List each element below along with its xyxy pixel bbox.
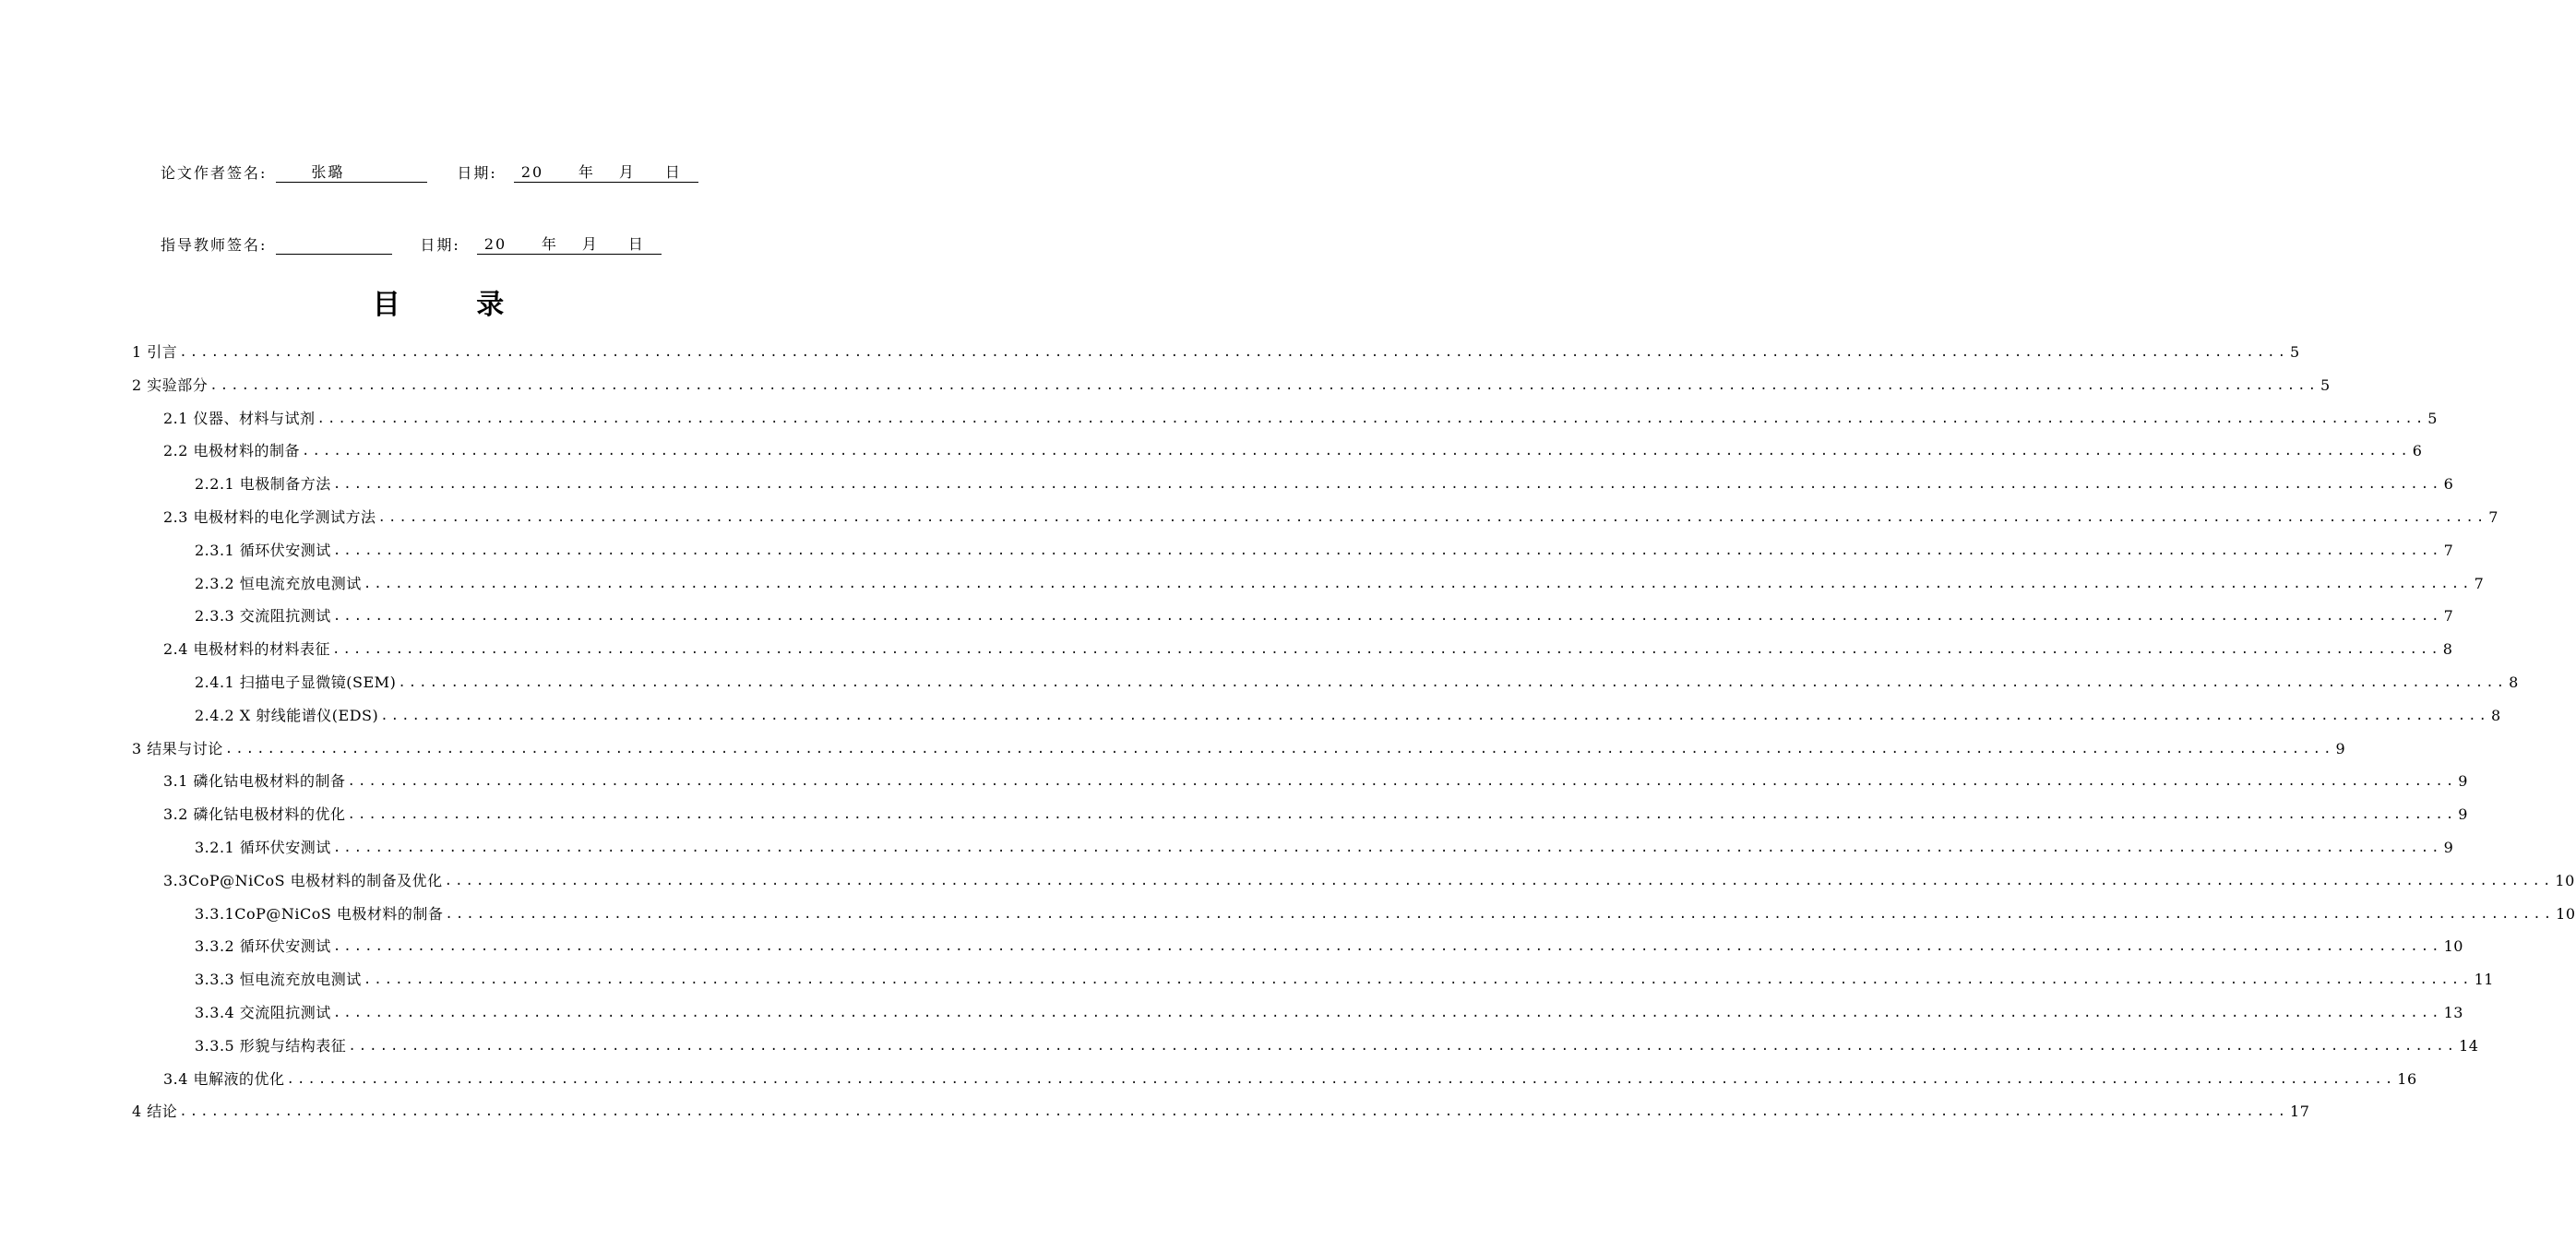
advisor-date-year-char: 年 — [541, 235, 558, 253]
toc-entry-title: 2.4.2 X 射线能谱仪(EDS) — [195, 706, 379, 724]
toc-entry-page: 7 — [2443, 541, 2454, 559]
toc-entry-page: 13 — [2443, 1004, 2463, 1021]
toc-title: 目 录 — [372, 289, 538, 321]
toc-entry[interactable] — [195, 831, 2454, 864]
toc-leader-dots: ........................................................................................................................................................................................................ — [363, 972, 2473, 988]
toc-entry-page: 10 — [2443, 937, 2463, 956]
toc-entry-page: 5 — [2290, 343, 2300, 361]
toc-entry-page: 8 — [2490, 706, 2501, 724]
toc-entry-title: 2.2 电极材料的制备 — [163, 442, 301, 460]
toc-entry-title: 2.3.3 交流阻抗测试 — [195, 607, 331, 626]
toc-leader-dots: ........................................................................................................................................................................................................ — [444, 873, 2554, 888]
toc-entry[interactable] — [163, 864, 2575, 898]
toc-entry-page: 8 — [2442, 640, 2453, 659]
toc-leader-dots: ........................................................................................................................................................................................................ — [377, 510, 2487, 525]
toc-leader-dots: ........................................................................................................................................................................................................ — [332, 1006, 2442, 1020]
toc-entry[interactable] — [195, 699, 2501, 733]
toc-entry-title: 2.2.1 电极制备方法 — [195, 475, 331, 494]
toc-leader-dots: ........................................................................................................................................................................................................ — [363, 576, 2473, 591]
toc-entry-page: 5 — [2320, 376, 2331, 394]
advisor-date-field[interactable] — [477, 234, 662, 255]
toc-entry[interactable] — [195, 567, 2485, 601]
toc-entry[interactable] — [132, 733, 2346, 766]
toc-leader-dots: ........................................................................................................................................................................................................ — [347, 807, 2457, 823]
toc-entry[interactable] — [195, 996, 2463, 1030]
toc-entry[interactable] — [195, 898, 2576, 931]
advisor-signature-row — [161, 231, 662, 255]
toc-entry[interactable] — [163, 501, 2498, 534]
toc-leader-dots: ........................................................................................................................................................................................................ — [398, 675, 2508, 690]
toc-leader-dots: ........................................................................................................................................................................................................ — [316, 411, 2427, 426]
toc-entry-page: 7 — [2488, 508, 2498, 526]
toc-leader-dots: ........................................................................................................................................................................................................ — [179, 345, 2289, 360]
toc-entry-page: 9 — [2458, 805, 2468, 824]
toc-entry[interactable] — [163, 798, 2468, 831]
toc-entry-title: 2.3.1 循环伏安测试 — [195, 541, 331, 559]
toc-entry-title: 3 结果与讨论 — [132, 739, 223, 757]
toc-entry-page: 5 — [2427, 409, 2438, 427]
toc-leader-dots: ........................................................................................................................................................................................................ — [224, 741, 2334, 757]
toc-entry-page: 7 — [2443, 607, 2454, 626]
toc-entry-title: 3.3.4 交流阻抗测试 — [195, 1004, 331, 1021]
toc-leader-dots: ........................................................................................................................................................................................................ — [380, 708, 2489, 723]
toc-leader-dots: ........................................................................................................................................................................................................ — [445, 906, 2555, 922]
author-date-year-char: 年 — [578, 163, 595, 181]
toc-entry-page: 11 — [2474, 971, 2494, 989]
toc-entry-title: 4 结论 — [132, 1103, 178, 1121]
toc-leader-dots: ........................................................................................................................................................................................................ — [209, 377, 2320, 393]
toc-entry-title: 2.1 仪器、材料与试剂 — [163, 409, 316, 427]
toc-entry[interactable] — [132, 336, 2300, 369]
toc-leader-dots: ........................................................................................................................................................................................................ — [332, 642, 2441, 658]
toc-entry[interactable] — [132, 1095, 2310, 1128]
toc-entry[interactable] — [195, 1030, 2479, 1063]
toc-entry-title: 3.3CoP@NiCoS 电极材料的制备及优化 — [163, 871, 443, 889]
advisor-date-month-char: 月 — [581, 235, 599, 253]
advisor-date-year: 20 — [483, 235, 507, 253]
author-date-label: 日期: — [457, 164, 497, 182]
toc-entry-title: 2.4.1 扫描电子显微镜(SEM) — [195, 674, 397, 691]
toc-entry[interactable] — [163, 633, 2453, 666]
toc-entry-title: 2.3.2 恒电流充放电测试 — [195, 574, 362, 592]
toc-leader-dots: ........................................................................................................................................................................................................ — [332, 477, 2442, 493]
toc-entry-title: 3.3.1CoP@NiCoS 电极材料的制备 — [195, 904, 444, 923]
advisor-date-day-char: 日 — [627, 235, 645, 253]
toc-leader-dots: ........................................................................................................................................................................................................ — [348, 1038, 2458, 1054]
author-date-year: 20 — [520, 163, 544, 181]
toc-entry-title: 3.2.1 循环伏安测试 — [195, 839, 331, 856]
toc-entry[interactable] — [163, 435, 2423, 468]
toc-entry-title: 3.2 磷化钴电极材料的优化 — [163, 805, 346, 824]
toc-entry[interactable] — [163, 765, 2468, 798]
toc-entry[interactable] — [195, 600, 2454, 633]
toc-entry[interactable] — [195, 930, 2463, 963]
toc-entry-title: 2.3 电极材料的电化学测试方法 — [163, 508, 376, 526]
advisor-signature-field[interactable] — [276, 233, 392, 255]
toc-entry-page: 10 — [2555, 871, 2575, 889]
author-signature-field[interactable]: 张璐 — [276, 162, 427, 183]
toc-entry[interactable] — [195, 963, 2494, 996]
toc-entry-title: 3.4 电解液的优化 — [163, 1069, 285, 1088]
author-signature-row — [161, 159, 698, 183]
toc-leader-dots: ........................................................................................................................................................................................................ — [286, 1071, 2396, 1087]
toc-entry-page: 8 — [2509, 674, 2519, 691]
toc-entry-title: 2.4 电极材料的材料表征 — [163, 640, 331, 659]
toc-entry-page: 9 — [2335, 739, 2346, 757]
toc-leader-dots: ........................................................................................................................................................................................................ — [179, 1104, 2289, 1120]
author-date-field[interactable] — [514, 162, 698, 183]
toc-entry-title: 3.1 磷化钴电极材料的制备 — [163, 772, 346, 791]
toc-leader-dots: ........................................................................................................................................................................................................ — [332, 841, 2442, 855]
author-signature-label: 论文作者签名: — [161, 164, 268, 182]
author-date-month-char: 月 — [618, 163, 636, 181]
toc-entry-title: 3.3.2 循环伏安测试 — [195, 937, 331, 956]
toc-entry-page: 9 — [2443, 839, 2454, 856]
toc-entry[interactable] — [195, 534, 2454, 567]
toc-entry[interactable] — [195, 666, 2519, 699]
toc-entry-page: 14 — [2459, 1036, 2479, 1055]
toc-entry-page: 9 — [2458, 772, 2468, 791]
toc-leader-dots: ........................................................................................................................................................................................................ — [332, 609, 2442, 625]
toc-entry[interactable] — [132, 369, 2331, 402]
toc-leader-dots: ........................................................................................................................................................................................................ — [347, 774, 2457, 790]
toc-leader-dots: ........................................................................................................................................................................................................ — [332, 542, 2442, 558]
toc-entry-title: 3.3.5 形貌与结构表征 — [195, 1036, 347, 1055]
toc-leader-dots: ........................................................................................................................................................................................................ — [332, 939, 2442, 955]
toc-entry-page: 7 — [2474, 574, 2485, 592]
advisor-date-label: 日期: — [420, 236, 460, 254]
toc-entry[interactable] — [163, 402, 2438, 435]
toc-entry-title: 1 引言 — [132, 343, 178, 361]
toc-entry-page: 6 — [2443, 475, 2454, 494]
author-date-day-char: 日 — [664, 163, 682, 181]
toc-entry-page: 16 — [2397, 1069, 2417, 1088]
toc-entry-title: 3.3.3 恒电流充放电测试 — [195, 971, 362, 989]
toc-entry[interactable] — [163, 1063, 2417, 1096]
advisor-signature-label: 指导教师签名: — [161, 236, 268, 254]
toc-entry-title: 2 实验部分 — [132, 376, 209, 394]
toc-leader-dots: ........................................................................................................................................................................................................ — [302, 444, 2411, 459]
toc-entry-page: 10 — [2556, 904, 2576, 923]
toc-entry[interactable] — [195, 468, 2454, 501]
toc-entry-page: 17 — [2290, 1103, 2310, 1121]
toc-entry-page: 6 — [2412, 442, 2423, 460]
